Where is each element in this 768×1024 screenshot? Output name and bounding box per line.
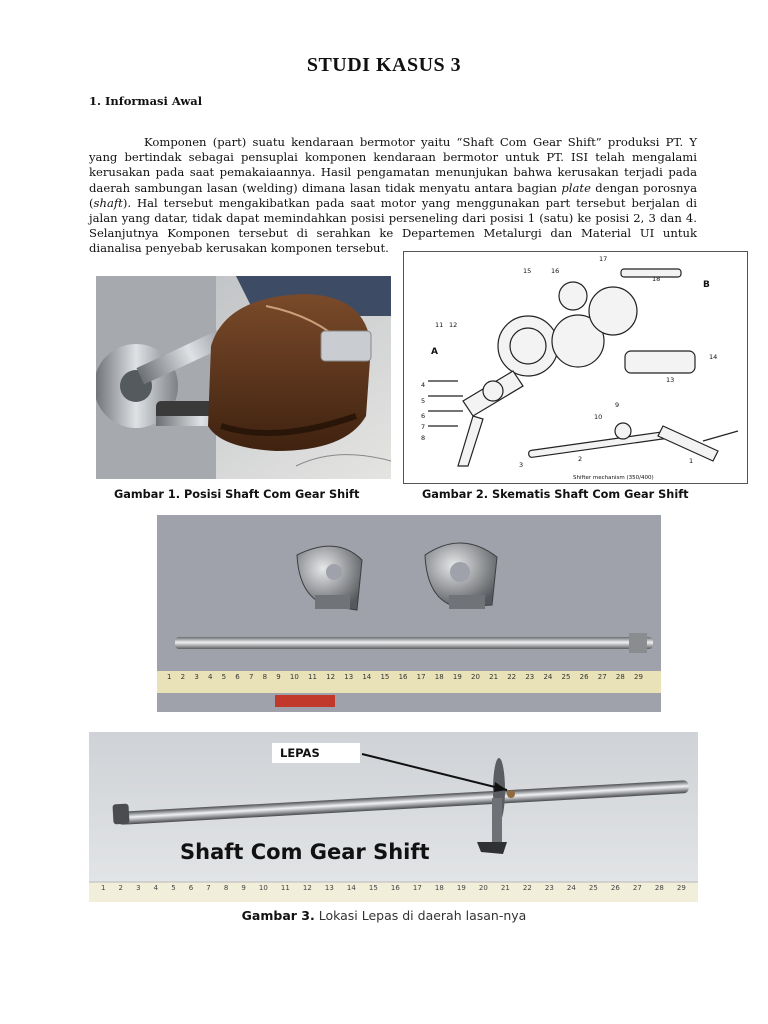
- schematic-callout: 14: [709, 353, 718, 361]
- ruler-tick-label: 8: [262, 673, 268, 681]
- ruler-tick-label: 9: [276, 673, 281, 681]
- schematic-label-a: A: [431, 347, 438, 357]
- schematic-callout: 16: [551, 267, 560, 275]
- schematic-callout: 11: [435, 321, 444, 329]
- schematic-callout: 8: [421, 434, 426, 442]
- body-paragraph: [89, 135, 697, 257]
- figure-2-caption: Gambar 2. Skematis Shaft Com Gear Shift: [422, 488, 689, 501]
- figure-1-photo: [96, 276, 391, 479]
- ruler-tick-label: 8: [223, 884, 229, 892]
- ruler-tick-label: 22: [522, 884, 532, 892]
- ruler-tick-label: 22: [507, 673, 517, 681]
- ruler-tick-label: 5: [221, 673, 227, 681]
- ruler-tick-label: 5: [171, 884, 176, 892]
- ruler-tick-label: 20: [478, 884, 488, 892]
- schematic-callout: 1: [689, 457, 694, 465]
- ruler-tick-label: 12: [326, 673, 336, 681]
- ruler-tick-label: 3: [136, 884, 141, 892]
- ruler-tick-label: 20: [471, 673, 480, 681]
- ruler-tick-label: 14: [362, 673, 372, 681]
- ruler-tick-label: 6: [235, 673, 240, 681]
- ruler-tick-label: 16: [398, 673, 408, 681]
- ruler-tick-label: 29: [676, 884, 686, 892]
- schematic-callout: 4: [421, 381, 426, 389]
- ruler-tick-label: 14: [346, 884, 356, 892]
- ruler-tick-label: 13: [344, 673, 354, 681]
- schematic-callout: 18: [652, 275, 661, 283]
- ruler-tick-label: 18: [434, 884, 444, 892]
- figure-3-caption-number: Gambar 3.: [241, 908, 315, 923]
- ruler-tick-label: 21: [500, 884, 510, 892]
- figure-3-caption-text: Lokasi Lepas di daerah lasan-nya: [314, 908, 527, 923]
- paragraph-text-2: dengan porosnya (: [89, 180, 697, 210]
- ruler-tick-label: 10: [289, 673, 299, 681]
- figure-3-ruler: [89, 884, 698, 900]
- ruler-tick-label: 24: [543, 673, 553, 681]
- ruler-tick-label: 2: [180, 673, 186, 681]
- ruler-tick-label: 27: [597, 673, 607, 681]
- shaft-overlay-label: Shaft Com Gear Shift: [180, 840, 430, 864]
- ruler-tick-label: 12: [302, 884, 312, 892]
- ruler-tick-label: 28: [654, 884, 664, 892]
- ruler-tick-label: 1: [167, 673, 172, 681]
- schematic-callout: 10: [594, 413, 603, 421]
- ruler-tick-label: 10: [258, 884, 268, 892]
- ruler-tick-label: 21: [489, 673, 499, 681]
- ruler-tick-label: 28: [615, 673, 625, 681]
- ruler-tick-label: 23: [525, 673, 535, 681]
- ruler-tick-label: 19: [456, 884, 466, 892]
- schematic-callout: 17: [599, 255, 608, 263]
- figure-3-photo: [89, 732, 698, 902]
- parts-photo: [157, 515, 661, 712]
- ruler-tick-label: 1: [101, 884, 106, 892]
- ruler-tick-label: 15: [368, 884, 378, 892]
- paragraph-italic-plate: plate: [561, 180, 591, 195]
- figure-3-caption: [0, 908, 768, 923]
- schematic-callout: 12: [449, 321, 458, 329]
- lepas-annotation: LEPAS: [272, 743, 360, 763]
- ruler-tick-label: 6: [188, 884, 194, 892]
- schematic-callout: 9: [615, 401, 620, 409]
- ruler-tick-label: 26: [610, 884, 620, 892]
- schematic-callout: 5: [421, 397, 426, 405]
- ruler-tick-label: 18: [434, 673, 444, 681]
- ruler-tick-label: 26: [579, 673, 589, 681]
- schematic-callout: 2: [578, 455, 583, 463]
- ruler-tick-label: 15: [380, 673, 390, 681]
- ruler-tick-label: 29: [633, 673, 643, 681]
- paragraph-text-3: ). Hal tersebut mengakibatkan pada saat motor yang menggunakan part tersebut berjalan di jalan yang datar, tidak dapat memindahkan posisi perseneling dari posisi 1 (satu) ke posisi 2, 3 dan 4. Selanjutnya Komponen tersebut di serahkan ke Departemen Metalurgi dan Material UI untuk dianalisa penyebab kerusakan komponen tersebut.: [89, 195, 697, 256]
- ruler-tick-label: 3: [194, 673, 199, 681]
- ruler-tick-label: 24: [566, 884, 576, 892]
- ruler-tick-label: 4: [207, 673, 213, 681]
- ruler-tick-label: 17: [412, 884, 422, 892]
- ruler-tick-label: 19: [452, 673, 462, 681]
- schematic-callout: 13: [666, 376, 675, 384]
- ruler-tick-label: 17: [416, 673, 426, 681]
- paragraph-italic-shaft: shaft: [93, 195, 123, 210]
- schematic-label-b: B: [703, 280, 710, 290]
- paragraph-text-1: Komponen (part) suatu kendaraan bermotor yaitu “Shaft Com Gear Shift” produksi PT. Y yang bertindak sebagai pensuplai komponen kendaraan bermotor untuk PT. ISI telah mengalami kerusakan pada saat pemakaiaannya. Hasil pengamatan menunjukan bahwa kerusakan terjadi pada daerah sambungan lasan (welding) dimana lasan tidak menyatu antara bagian: [89, 135, 697, 195]
- ruler-tick-label: 11: [308, 673, 317, 681]
- ruler-tick-label: 25: [588, 884, 598, 892]
- schematic-callout: 6: [421, 412, 426, 420]
- ruler-tick-label: 25: [561, 673, 571, 681]
- ruler-tick-label: 11: [280, 884, 290, 892]
- schematic-callout: 3: [519, 461, 524, 469]
- ruler-scale: [157, 673, 661, 691]
- figure-1-caption: Gambar 1. Posisi Shaft Com Gear Shift: [114, 488, 360, 501]
- ruler-tick-label: 13: [324, 884, 334, 892]
- section-heading: 1. Informasi Awal: [89, 94, 203, 108]
- ruler-tick-label: 16: [390, 884, 400, 892]
- schematic-callout: 7: [421, 423, 426, 431]
- document-title: STUDI KASUS 3: [306, 54, 462, 76]
- ruler-tick-label: 27: [632, 884, 642, 892]
- schematic-callout: 15: [523, 267, 532, 275]
- ruler-tick-label: 23: [544, 884, 554, 892]
- ruler-tick-label: 4: [153, 884, 159, 892]
- ruler-tick-label: 7: [206, 884, 211, 892]
- figure-2-schematic: [403, 251, 748, 484]
- ruler-tick-label: 7: [248, 673, 254, 681]
- ruler-tick-label: 2: [118, 884, 124, 892]
- schematic-footer: Shifter mechanism (350/400): [573, 475, 654, 481]
- ruler-tick-label: 9: [241, 884, 246, 892]
